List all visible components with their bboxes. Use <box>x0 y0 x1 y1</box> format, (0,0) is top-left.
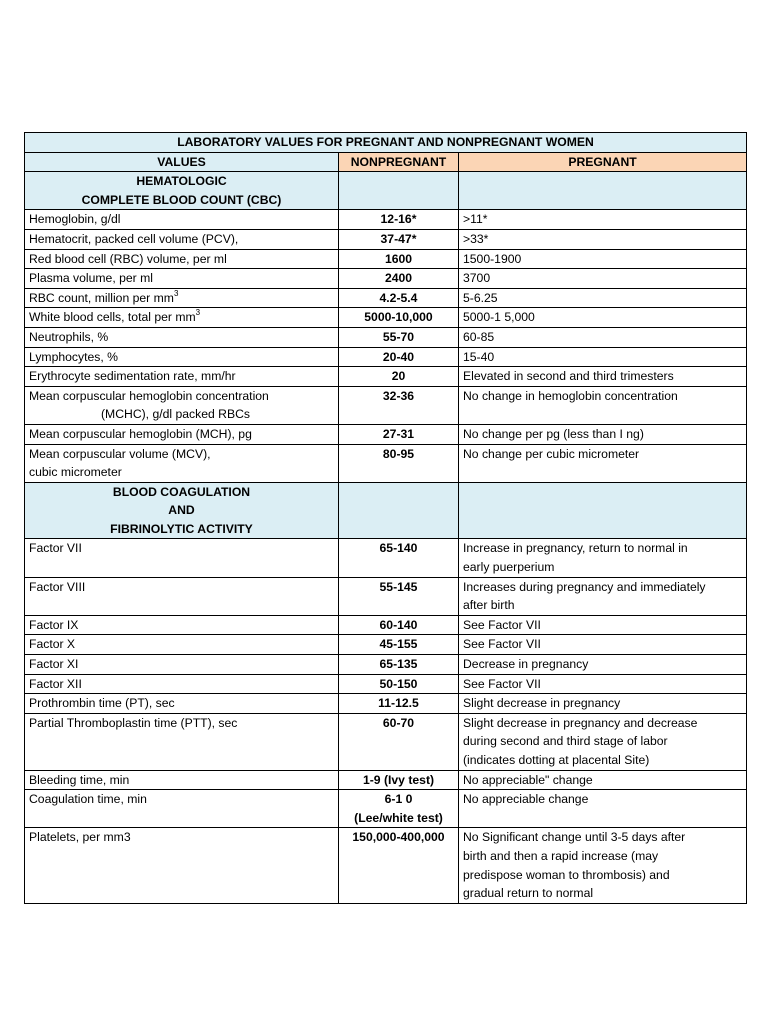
lab-values-table <box>24 132 747 904</box>
table-row <box>25 444 747 482</box>
pregnant-value: 1500-1900 <box>459 249 747 269</box>
pregnant-value: See Factor VII <box>459 674 747 694</box>
row-label: Partial Thromboplastin time (PTT), sec <box>25 713 339 770</box>
nonpregnant-value: 55-70 <box>339 327 459 347</box>
row-label: Coagulation time, min <box>25 790 339 828</box>
pregnant-line: predispose woman to thrombosis) and <box>463 867 670 882</box>
row-label: Prothrombin time (PT), sec <box>25 694 339 714</box>
section-line: COMPLETE BLOOD COUNT (CBC) <box>81 192 282 207</box>
header-values: VALUES <box>25 152 339 172</box>
row-label: Hematocrit, packed cell volume (PCV), <box>25 229 339 249</box>
empty-cell <box>339 172 459 210</box>
pregnant-value: 3700 <box>459 269 747 289</box>
empty-cell <box>459 482 747 539</box>
pregnant-value: Elevated in second and third trimesters <box>459 367 747 387</box>
table-title: LABORATORY VALUES FOR PREGNANT AND NONPREGNANT WOMEN <box>25 133 747 153</box>
table-row <box>25 770 747 790</box>
nonpregnant-line: (Lee/white test) <box>354 810 443 825</box>
pregnant-value: >33* <box>459 229 747 249</box>
table-row <box>25 694 747 714</box>
row-label: Red blood cell (RBC) volume, per ml <box>25 249 339 269</box>
nonpregnant-value: 11-12.5 <box>339 694 459 714</box>
pregnant-line: birth and then a rapid increase (may <box>463 848 659 863</box>
superscript: 3 <box>173 288 179 298</box>
nonpregnant-value: 1600 <box>339 249 459 269</box>
pregnant-value: No change per cubic micrometer <box>459 444 747 482</box>
table-row <box>25 539 747 577</box>
pregnant-value: Slight decrease in pregnancy <box>459 694 747 714</box>
pregnant-line: (indicates dotting at placental Site) <box>463 753 650 767</box>
pregnant-value: Decrease in pregnancy <box>459 655 747 675</box>
empty-cell <box>459 172 747 210</box>
table-title-row <box>25 133 747 153</box>
table-row <box>25 269 747 289</box>
table-row <box>25 615 747 635</box>
row-label: Hemoglobin, g/dl <box>25 210 339 230</box>
nonpregnant-value: 80-95 <box>339 444 459 482</box>
nonpregnant-value: 65-140 <box>339 539 459 577</box>
section-heading <box>25 482 339 539</box>
row-label: Factor XI <box>25 655 339 675</box>
pregnant-value <box>459 539 747 577</box>
pregnant-value: 5-6.25 <box>459 288 747 308</box>
pregnant-value: 15-40 <box>459 347 747 367</box>
table-row <box>25 210 747 230</box>
row-label <box>25 444 339 482</box>
nonpregnant-value: 37-47* <box>339 229 459 249</box>
pregnant-line: Increase in pregnancy, return to normal in <box>463 541 688 556</box>
row-label-line: Mean corpuscular hemoglobin concentration <box>29 388 269 403</box>
nonpregnant-line: 6-1 0 <box>384 792 413 807</box>
table-row <box>25 367 747 387</box>
header-pregnant: PREGNANT <box>459 152 747 172</box>
pregnant-value: >11* <box>459 210 747 230</box>
row-label <box>25 386 339 424</box>
row-label: Mean corpuscular hemoglobin (MCH), pg <box>25 424 339 444</box>
row-label: Erythrocyte sedimentation rate, mm/hr <box>25 367 339 387</box>
pregnant-value: See Factor VII <box>459 635 747 655</box>
pregnant-value: No change per pg (less than I ng) <box>459 424 747 444</box>
pregnant-value <box>459 828 747 903</box>
table-row <box>25 424 747 444</box>
pregnant-value <box>459 713 747 770</box>
nonpregnant-value: 50-150 <box>339 674 459 694</box>
row-label-line: (MCHC), g/dl packed RBCs <box>101 407 250 422</box>
nonpregnant-value: 27-31 <box>339 424 459 444</box>
nonpregnant-value: 45-155 <box>339 635 459 655</box>
row-label: Neutrophils, % <box>25 327 339 347</box>
table-row <box>25 635 747 655</box>
row-label: Platelets, per mm3 <box>25 828 339 903</box>
table-row <box>25 327 747 347</box>
row-label-line: Mean corpuscular volume (MCV), <box>29 446 211 461</box>
row-label: Bleeding time, min <box>25 770 339 790</box>
pregnant-line: after birth <box>463 598 515 613</box>
table-row <box>25 288 747 308</box>
section-line: BLOOD COAGULATION <box>112 484 251 499</box>
pregnant-value: No change in hemoglobin concentration <box>459 386 747 424</box>
pregnant-line: during second and third stage of labor <box>463 734 668 749</box>
nonpregnant-value: 20-40 <box>339 347 459 367</box>
pregnant-value: No appreciable change <box>459 790 747 828</box>
pregnant-value: 60-85 <box>459 327 747 347</box>
row-label: Factor XII <box>25 674 339 694</box>
nonpregnant-value: 20 <box>339 367 459 387</box>
row-label: Factor IX <box>25 615 339 635</box>
nonpregnant-value: 1-9 (Ivy test) <box>339 770 459 790</box>
nonpregnant-value: 12-16* <box>339 210 459 230</box>
header-nonpregnant: NONPREGNANT <box>339 152 459 172</box>
table-row <box>25 828 747 903</box>
section-coagulation <box>25 482 747 539</box>
pregnant-line: gradual return to normal <box>463 886 594 901</box>
table-row <box>25 674 747 694</box>
table-row <box>25 790 747 828</box>
table-row <box>25 308 747 328</box>
nonpregnant-value: 65-135 <box>339 655 459 675</box>
table-row <box>25 249 747 269</box>
table-row <box>25 386 747 424</box>
row-label: Factor VII <box>25 539 339 577</box>
nonpregnant-value: 60-140 <box>339 615 459 635</box>
pregnant-value: No appreciable" change <box>459 770 747 790</box>
row-label <box>25 288 339 308</box>
nonpregnant-value <box>339 790 459 828</box>
nonpregnant-value: 55-145 <box>339 577 459 615</box>
table-row <box>25 347 747 367</box>
pregnant-line: Slight decrease in pregnancy and decrease <box>463 715 698 730</box>
row-label: Factor VIII <box>25 577 339 615</box>
nonpregnant-value: 2400 <box>339 269 459 289</box>
section-line: HEMATOLOGIC <box>136 174 227 189</box>
table-row <box>25 655 747 675</box>
row-label: Lymphocytes, % <box>25 347 339 367</box>
nonpregnant-value: 60-70 <box>339 713 459 770</box>
section-heading <box>25 172 339 210</box>
pregnant-line: early puerperium <box>463 560 555 575</box>
nonpregnant-value: 150,000-400,000 <box>339 828 459 903</box>
section-line: AND <box>168 503 195 518</box>
pregnant-line: Increases during pregnancy and immediately <box>463 579 706 594</box>
pregnant-line: No Significant change until 3-5 days after <box>463 830 686 845</box>
empty-cell <box>339 482 459 539</box>
table-row <box>25 229 747 249</box>
pregnant-value <box>459 577 747 615</box>
nonpregnant-value: 4.2-5.4 <box>339 288 459 308</box>
row-label-text: White blood cells, total per mm <box>29 310 196 325</box>
section-hematologic <box>25 172 747 210</box>
row-label: Factor X <box>25 635 339 655</box>
row-label: Plasma volume, per ml <box>25 269 339 289</box>
pregnant-value: See Factor VII <box>459 615 747 635</box>
row-label <box>25 308 339 328</box>
row-label-line: cubic micrometer <box>29 465 122 480</box>
section-line: FIBRINOLYTIC ACTIVITY <box>110 521 253 536</box>
nonpregnant-value: 5000-10,000 <box>339 308 459 328</box>
table-row <box>25 713 747 770</box>
header-row <box>25 152 747 172</box>
row-label-text: RBC count, million per mm <box>29 290 174 305</box>
superscript: 3 <box>195 308 201 318</box>
nonpregnant-value: 32-36 <box>339 386 459 424</box>
pregnant-value: 5000-1 5,000 <box>459 308 747 328</box>
table-row <box>25 577 747 615</box>
